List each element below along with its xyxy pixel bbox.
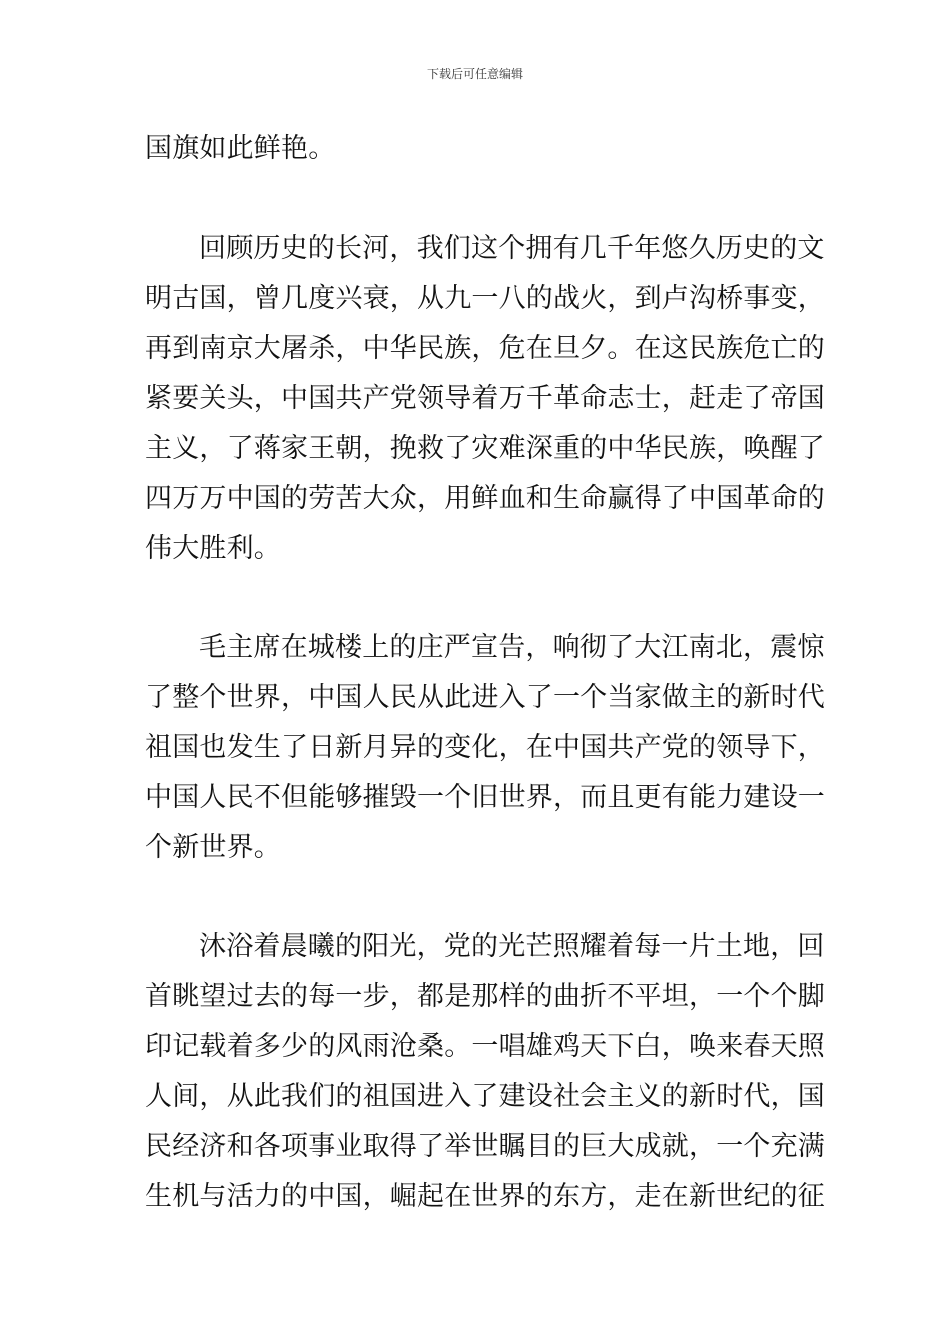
text-line: 明古国，曾几度兴衰，从九一八的战火，到卢沟桥事变， — [145, 283, 825, 314]
text-line: 四万万中国的劳苦大众，用鲜血和生命赢得了中国革命的 — [145, 483, 825, 514]
text-line: 生机与活力的中国，崛起在世界的东方，走在新世纪的征 — [145, 1181, 825, 1212]
text-line: 紧要关头，中国共产党领导着万千革命志士，赶走了帝国 — [145, 383, 825, 414]
page-header-note: 下载后可任意编辑 — [426, 67, 523, 81]
text-line: 中国人民不但能够摧毁一个旧世界，而且更有能力建设一 — [145, 782, 825, 813]
text-line: 个新世界。 — [145, 832, 281, 863]
text-line: 主义，了蒋家王朝，挽救了灾难深重的中华民族，唤醒了 — [145, 433, 825, 464]
text-line: 了整个世界，中国人民从此进入了一个当家做主的新时代 — [145, 682, 825, 713]
text-line: 首眺望过去的每一步，都是那样的曲折不平坦，一个个脚 — [145, 981, 825, 1012]
text-line: 祖国也发生了日新月异的变化，在中国共产党的领导下， — [145, 732, 825, 763]
text-line: 人间，从此我们的祖国进入了建设社会主义的新时代，国 — [145, 1081, 825, 1112]
text-line: 再到南京大屠杀，中华民族，危在旦夕。在这民族危亡的 — [145, 333, 825, 364]
text-line: 毛主席在城楼上的庄严宣告，响彻了大江南北，震惊 — [199, 632, 825, 663]
text-line: 伟大胜利。 — [145, 533, 281, 564]
text-line: 沐浴着晨曦的阳光，党的光芒照耀着每一片土地，回 — [199, 931, 825, 962]
text-line: 印记载着多少的风雨沧桑。一唱雄鸡天下白，唤来春天照 — [145, 1031, 825, 1062]
text-line: 国旗如此鲜艳。 — [145, 133, 336, 164]
text-line: 民经济和各项事业取得了举世瞩目的巨大成就，一个充满 — [145, 1131, 825, 1162]
text-line: 回顾历史的长河，我们这个拥有几千年悠久历史的文 — [199, 233, 825, 264]
